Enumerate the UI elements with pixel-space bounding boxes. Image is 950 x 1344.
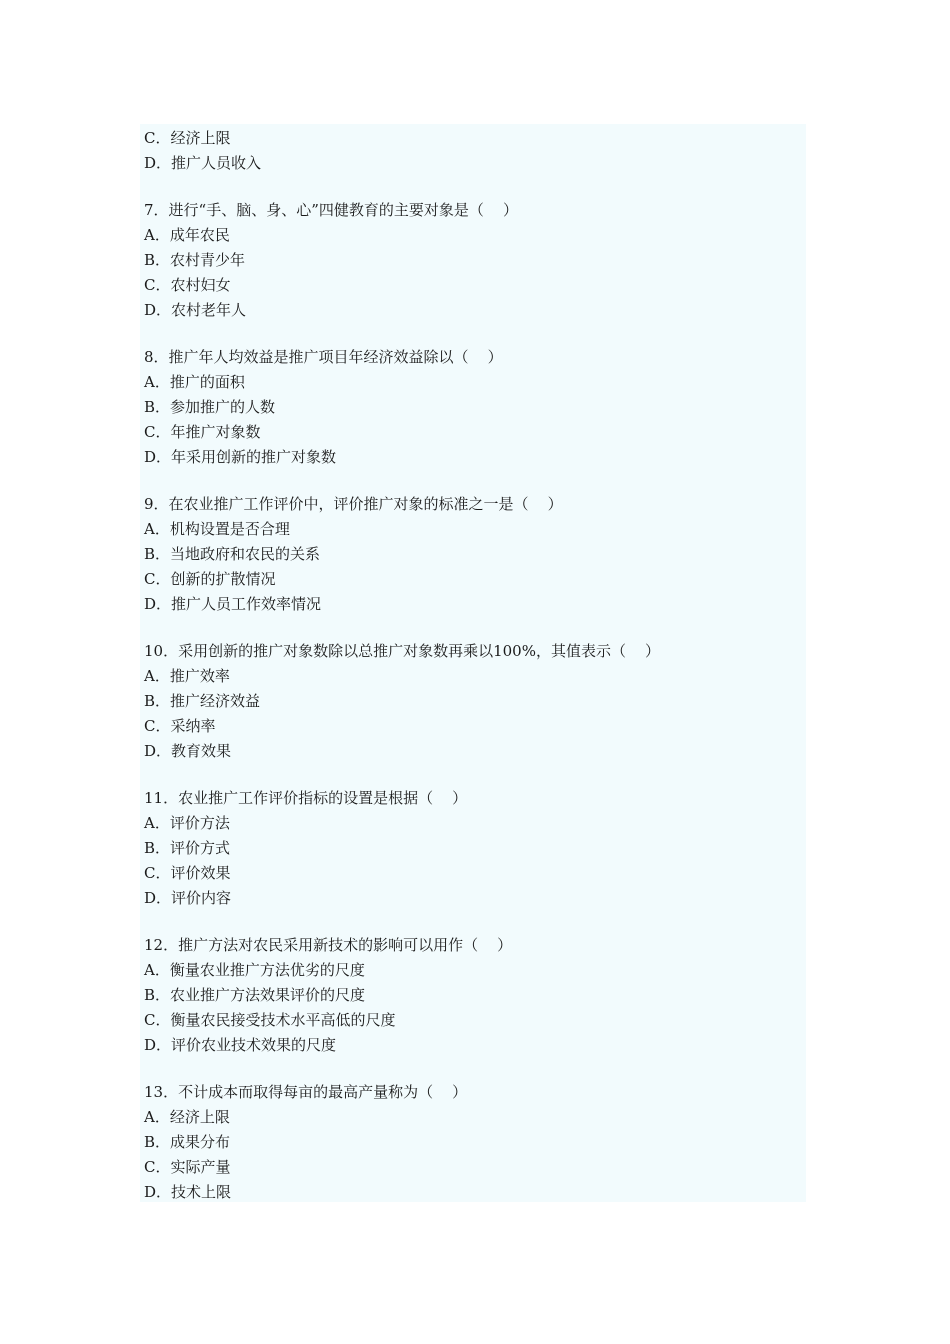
option-d: D．推广人员收入	[144, 154, 262, 172]
option-d: D．教育效果	[144, 742, 232, 760]
option-a: A．推广的面积	[144, 373, 245, 391]
option-d: D．评价内容	[144, 889, 232, 907]
option-c: C．采纳率	[144, 717, 216, 735]
option-d: D．年采用创新的推广对象数	[144, 448, 337, 466]
question-stem: 13．不计成本而取得每亩的最高产量称为（ ）	[144, 1083, 468, 1101]
option-a: A．成年农民	[144, 226, 230, 244]
option-d: D．评价农业技术效果的尺度	[144, 1036, 337, 1054]
option-a: A．经济上限	[144, 1108, 230, 1126]
question-stem: 9．在农业推广工作评价中，评价推广对象的标准之一是（ ）	[144, 495, 563, 513]
question-13	[144, 1080, 804, 1205]
question-7	[144, 198, 804, 323]
option-b: B．评价方式	[144, 839, 231, 857]
question-10	[144, 639, 804, 764]
option-d: D．农村老年人	[144, 301, 247, 319]
option-b: B．农村青少年	[144, 251, 246, 269]
option-d: D．技术上限	[144, 1183, 232, 1201]
question-stem: 10．采用创新的推广对象数除以总推广对象数再乘以100%，其值表示（ ）	[144, 642, 661, 660]
question-8	[144, 345, 804, 470]
question-stem: 8．推广年人均效益是推广项目年经济效益除以（ ）	[144, 348, 503, 366]
option-a: A．推广效率	[144, 667, 230, 685]
option-a: A．衡量农业推广方法优劣的尺度	[144, 961, 365, 979]
option-c: C．实际产量	[144, 1158, 231, 1176]
question-stem: 7．进行“手、脑、身、心”四健教育的主要对象是（ ）	[144, 201, 518, 219]
option-c: C．评价效果	[144, 864, 231, 882]
option-a: A．评价方法	[144, 814, 230, 832]
option-c: C．经济上限	[144, 129, 231, 147]
option-c: C．创新的扩散情况	[144, 570, 276, 588]
option-b: B．农业推广方法效果评价的尺度	[144, 986, 366, 1004]
option-c: C．年推广对象数	[144, 423, 261, 441]
option-b: B．推广经济效益	[144, 692, 261, 710]
question-9	[144, 492, 804, 617]
question-6-continued	[144, 126, 804, 176]
question-11	[144, 786, 804, 911]
option-b: B．成果分布	[144, 1133, 231, 1151]
option-b: B．当地政府和农民的关系	[144, 545, 321, 563]
option-c: C．衡量农民接受技术水平高低的尺度	[144, 1011, 396, 1029]
question-12	[144, 933, 804, 1058]
option-a: A．机构设置是否合理	[144, 520, 290, 538]
option-c: C．农村妇女	[144, 276, 231, 294]
question-list	[144, 126, 804, 1205]
question-stem: 12．推广方法对农民采用新技术的影响可以用作（ ）	[144, 936, 513, 954]
question-stem: 11．农业推广工作评价指标的设置是根据（ ）	[144, 789, 468, 807]
option-d: D．推广人员工作效率情况	[144, 595, 322, 613]
option-b: B．参加推广的人数	[144, 398, 276, 416]
